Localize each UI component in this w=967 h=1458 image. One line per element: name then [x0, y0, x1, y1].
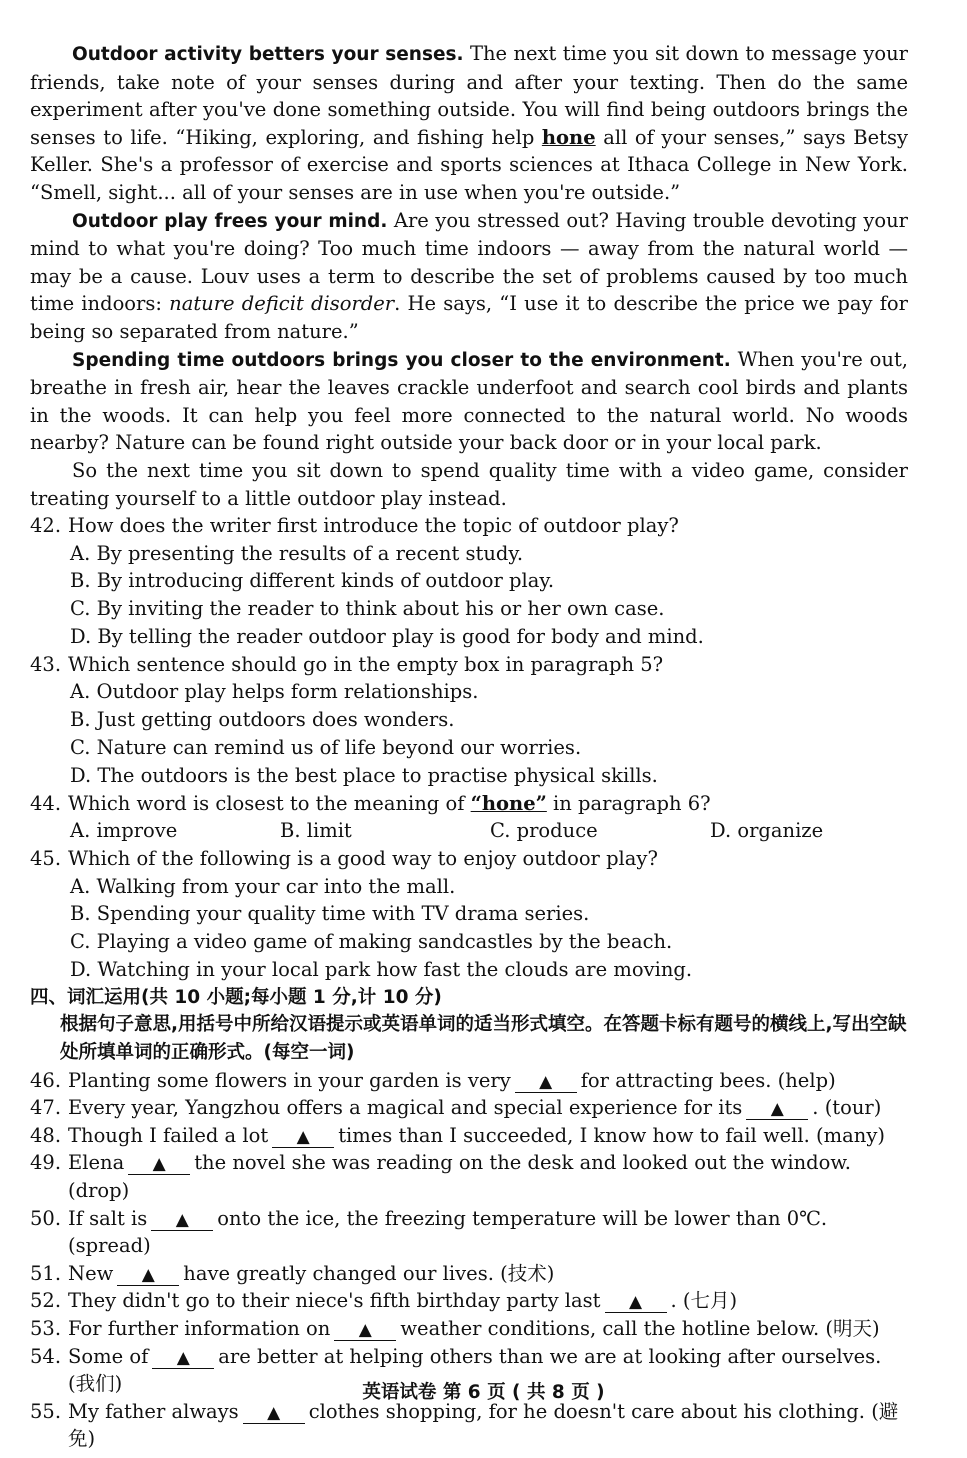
option[interactable]: A. By presenting the results of a recent study.	[70, 541, 524, 565]
answer-blank[interactable]: ▲	[746, 1099, 808, 1120]
page-footer: 英语试卷 第 6 页 ( 共 8 页 )	[362, 1382, 605, 1403]
option[interactable]: D. The outdoors is the best place to practise physical skills.	[70, 763, 658, 787]
quoted-word-hone: “hone”	[470, 791, 547, 815]
option[interactable]: C. produce	[490, 819, 598, 843]
answer-blank[interactable]: ▲	[152, 1348, 214, 1369]
fill-item-53: 53. For further information on ▲ weather conditions, call the hotline below. (明天)	[30, 1316, 880, 1340]
passage-paragraph: So the next time you sit down to spend quality time with a video game, consider treating yourself to a little outdoor play instead.	[30, 458, 908, 510]
paragraph-heading: Outdoor activity betters your senses.	[72, 44, 464, 65]
option[interactable]: C. Nature can remind us of life beyond our worries.	[70, 736, 582, 760]
question-number: 45.	[30, 847, 62, 871]
option[interactable]: A. Outdoor play helps form relationships.	[70, 680, 479, 704]
question-text: Which of the following is a good way to enjoy outdoor play?	[68, 847, 658, 871]
question-text: Which word is closest to the meaning of “hone” in paragraph 6?	[68, 791, 711, 815]
question-number: 42.	[30, 514, 62, 538]
question-text: How does the writer first introduce the topic of outdoor play?	[68, 514, 679, 538]
option[interactable]: D. Watching in your local park how fast the clouds are moving.	[70, 958, 693, 982]
options-row	[30, 817, 908, 845]
option[interactable]: C. By inviting the reader to think about his or her own case.	[70, 597, 665, 621]
fill-item-52: 52. They didn't go to their niece's fifth birthday party last ▲ . (七月)	[30, 1289, 738, 1313]
option[interactable]: B. By introducing different kinds of outdoor play.	[70, 569, 555, 593]
paragraph-heading: Outdoor play frees your mind.	[72, 210, 388, 232]
fill-item-48: 48. Though I failed a lot ▲ times than I succeeded, I know how to fail well. (many)	[30, 1123, 885, 1147]
option[interactable]: B. Spending your quality time with TV drama series.	[70, 902, 590, 926]
italic-term: nature deficit disorder	[169, 292, 395, 316]
fill-item-51: 51. New ▲ have greatly changed our lives. (技术)	[30, 1261, 555, 1285]
option[interactable]: A. improve	[70, 819, 178, 843]
question-42	[30, 512, 908, 540]
answer-blank[interactable]: ▲	[117, 1265, 179, 1286]
section-instruction: 根据句子意思,用括号中所给汉语提示或英语单词的适当形式填空。在答题卡标有题号的横线上,写出空缺处所填单词的正确形式。(每空一词)	[60, 1014, 907, 1064]
fill-item-55: 55. My father always ▲ clothes shopping, for he doesn't care about his clothing. (避免)	[30, 1399, 899, 1451]
fill-item-47: 47. Every year, Yangzhou offers a magical and special experience for its ▲ . (tour)	[30, 1096, 882, 1120]
question-number: 44.	[30, 791, 62, 815]
option[interactable]: B. Just getting outdoors does wonders.	[70, 708, 455, 732]
option[interactable]: A. Walking from your car into the mall.	[70, 874, 456, 898]
fill-item-54: 54. Some of ▲ are better at helping others than we are at looking after ourselves. (我们)	[30, 1344, 882, 1396]
answer-blank[interactable]: ▲	[272, 1127, 334, 1148]
passage-paragraph: Outdoor activity betters your senses. The next time you sit down to message your friends, take note of your senses during and after your texting. Then do the same experiment after you've done something outside. You will find being outdoors brings the senses to life. “Hiking, exploring, and fishing help hone all of your senses,” says Betsy Keller. She's a professor of exercise and sports sciences at Ithaca College in New York. “Smell, sight... all of your senses are in use when you're outside.”	[30, 42, 909, 204]
answer-blank[interactable]: ▲	[151, 1210, 213, 1231]
answer-blank[interactable]: ▲	[605, 1292, 667, 1313]
answer-blank[interactable]: ▲	[515, 1072, 577, 1093]
underlined-word-hone: hone	[541, 125, 596, 149]
question-44	[30, 790, 908, 818]
question-43	[30, 651, 908, 679]
answer-blank[interactable]: ▲	[243, 1403, 305, 1424]
passage-paragraph: Spending time outdoors brings you closer to the environment. When you're out, breathe in fresh air, hear the leaves crackle underfoot and search cool birds and plants in the woods. It can help you feel more connected to the natural world. No woods nearby? Nature can be found right outside your back door or in your local park.	[30, 347, 908, 455]
question-number: 43.	[30, 652, 62, 676]
section-title: 四、词汇运用(共 10 小题;每小题 1 分,计 10 分)	[30, 986, 442, 1008]
paragraph-heading: Spending time outdoors brings you closer to the environment.	[72, 349, 731, 371]
passage-paragraph: Outdoor play frees your mind. Are you stressed out? Having trouble devoting your mind to what you're doing? Too much time indoors — away from the natural world — may be a cause. Louv uses a term to describe the set of problems caused by too much time indoors: nature deficit disorder. He says, “I use it to describe the price we pay for being so separated from nature.”	[30, 208, 909, 343]
answer-blank[interactable]: ▲	[334, 1320, 396, 1341]
option[interactable]: D. organize	[710, 819, 824, 843]
option[interactable]: B. limit	[280, 819, 352, 843]
option[interactable]: D. By telling the reader outdoor play is good for body and mind.	[70, 625, 704, 649]
answer-blank[interactable]: ▲	[128, 1154, 190, 1175]
fill-item-46: 46. Planting some flowers in your garden is very ▲ for attracting bees. (help)	[30, 1068, 836, 1092]
exam-page	[30, 40, 908, 1453]
option[interactable]: C. Playing a video game of making sandcastles by the beach.	[70, 930, 673, 954]
fill-item-49: 49. Elena ▲ the novel she was reading on the desk and looked out the window. (drop)	[30, 1151, 851, 1202]
question-45	[30, 845, 908, 873]
question-text: Which sentence should go in the empty box in paragraph 5?	[68, 652, 664, 676]
fill-item-50: 50. If salt is ▲ onto the ice, the freezing temperature will be lower than 0℃. (spread)	[30, 1206, 828, 1258]
